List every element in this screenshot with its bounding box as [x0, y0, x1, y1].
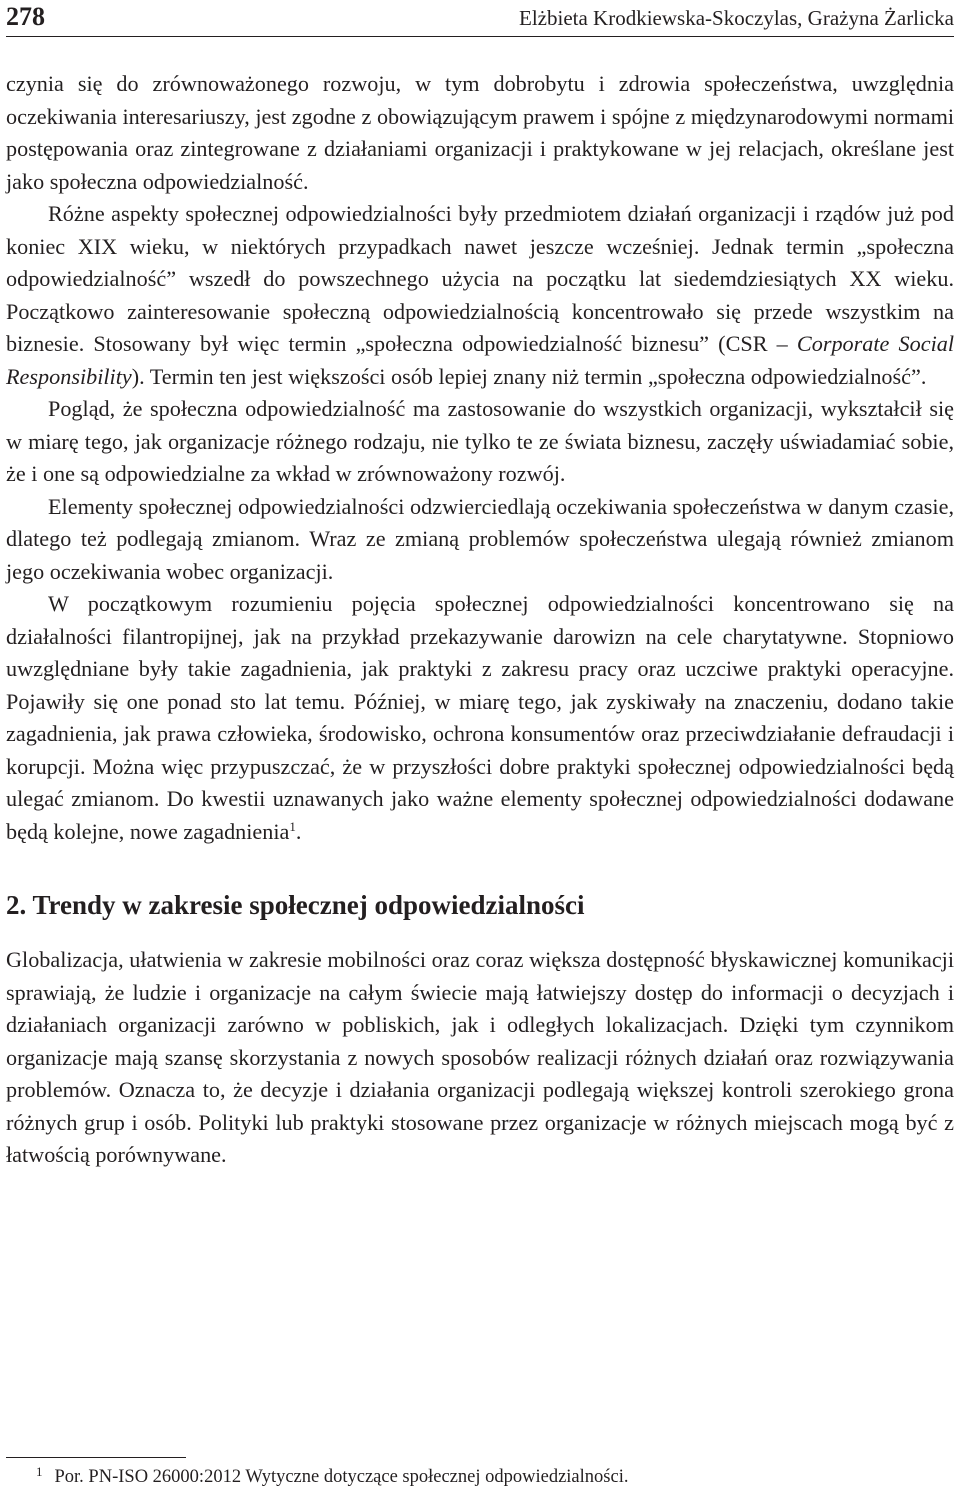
- footnote-rule: [6, 1457, 186, 1458]
- body-text: [6, 68, 954, 1172]
- section-paragraph: Globalizacja, ułatwienia w zakresie mobilności oraz coraz większa dostępność błyskawicznej komunikacji sprawiają, że ludzie i organizacje na całym świecie mają łatwiejszy dostęp do informacji o decyzjach i działaniach organizacji zarówno w pobliskich, jak i odległych lokalizacjach. Dzięki tym czynnikom organizacje mają szansę skorzystania z nowych sposobów realizacji różnych działań oraz rozwiązywania problemów. Oznacza to, że decyzje i działania organizacji podlegają większej kontroli szerokiego grona różnych grup i osób. Polityki lub praktyki stosowane przez organizacje w różnych miejscach mogą być z łatwością porównywane.: [6, 947, 954, 1167]
- paragraph-5-text: W początkowym rozumieniu pojęcia społecznej odpowiedzialności koncentrowano się na działalności filantropijnej, jak na przykład przekazywanie darowizn na cele charytatywne. Stopniowo uwzględniane były takie zagadnienia, jak praktyki z zakresu pracy oraz uczciwe praktyki operacyjne. Pojawiły się one ponad sto lat temu. Później, w miarę tego, jak zyskiwały na znaczeniu, dodano takie zagadnienia, jak prawa człowieka, środowisko, ochrona konsumentów oraz przeciwdziałanie defraudacji i korupcji. Można więc przypuszczać, że w przyszłości dobre praktyki społecznej odpowiedzialności będą ulegać zmianom. Do kwestii uznawanych jako ważne elementy społecznej odpowiedzialności dodawane będą kolejne, nowe zagadnienia: [6, 591, 954, 844]
- footnote-text: Por. PN-ISO 26000:2012 Wytyczne dotyczące społecznej odpowiedzialności.: [54, 1467, 629, 1487]
- paragraph-3: Pogląd, że społeczna odpowiedzialność ma zastosowanie do wszystkich organizacji, wykształcił się w miarę tego, jak organizacje różnego rodzaju, nie tylko te ze świata biznesu, zaczęły uświadamiać sobie, że i one są odpowiedzialne za wkład w zrównoważony rozwój.: [6, 396, 954, 486]
- paragraph-5-tail: .: [295, 818, 302, 844]
- page-header: [6, 0, 954, 37]
- paragraph-2-text-b: ). Termin ten jest większości osób lepiej znany niż termin „społeczna odpowiedzialność”.: [131, 363, 927, 389]
- page-number: 278: [6, 2, 45, 31]
- section-heading: 2. Trendy w zakresie społecznej odpowiedzialności: [6, 890, 585, 920]
- paragraph-2-italic-term: Corporate Social Responsibility: [6, 331, 954, 389]
- paragraph-1: czynia się do zrównoważonego rozwoju, w tym dobrobytu i zdrowia społeczeństwa, uwzględnia oczekiwania interesariuszy, jest zgodne z obowiązującym prawem i spójne z międzynarodowymi normami postępowania oraz zintegrowane z działaniami organizacji i praktykowane w jej relacjach, określane jest jako społeczna odpowiedzialność.: [6, 71, 954, 194]
- paragraph-2-text-a: Różne aspekty społecznej odpowiedzialności były przedmiotem działań organizacji i rządów już pod koniec XIX wieku, w niektórych przypadkach nawet jeszcze wcześniej. Jednak termin „społeczna odpowiedzialność” wszedł do powszechnego użycia na początku lat siedemdziesiątych XX wieku. Początkowo zainteresowanie społeczną odpowiedzialnością koncentrowało się przede wszystkim na biznesie. Stosowany był więc termin „społeczna odpowiedzialność biznesu” (CSR –: [6, 201, 954, 356]
- paragraph-5: [6, 588, 954, 848]
- page: [6, 0, 954, 1487]
- footnote-reference: 1: [289, 818, 296, 834]
- paragraph-2: [6, 198, 954, 393]
- running-head: Elżbieta Krodkiewska-Skoczylas, Grażyna Żarlicka: [519, 6, 954, 30]
- paragraph-4: Elementy społecznej odpowiedzialności odzwierciedlają oczekiwania społeczeństwa w danym czasie, dlatego też podlegają zmianom. Wraz ze zmianą problemów społeczeństwa ulegają również zmianom jego oczekiwania wobec organizacji.: [6, 493, 954, 584]
- footnote-mark: 1: [36, 1464, 43, 1479]
